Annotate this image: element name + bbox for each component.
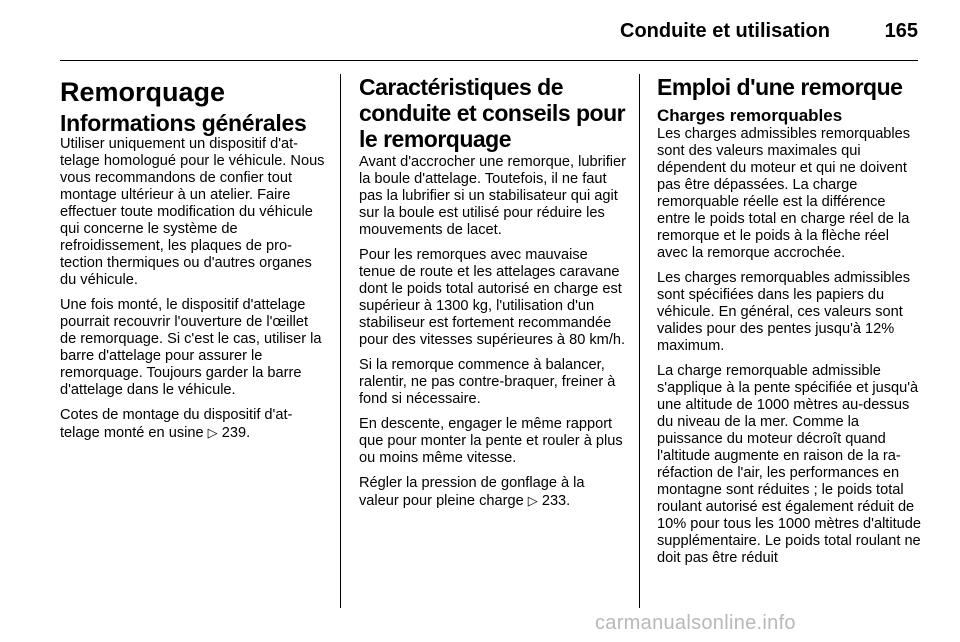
column-1	[60, 76, 326, 450]
page-reference-arrow-icon: ▷	[527, 493, 538, 508]
section-title: Emploi d'une remorque	[657, 74, 903, 100]
page-number: 165	[884, 20, 918, 42]
reference-page: 233.	[541, 493, 571, 509]
paragraph: Utiliser uniquement un dispositif d'attelage homologué pour le véhicule. Nous vous recommandons de confier tout montage ultérieur à un atelier. Faire effectuer toute modification du véhicule qui concerne le système de refroidissement, les plaques de protection thermiques ou d'autres organes du véhicule.	[60, 136, 325, 288]
paragraph: Les charges remorquables admissibles sont spécifiées dans les papiers du véhicule. En général, ces valeurs sont valides pour des pentes jusqu'à 12% maximum.	[657, 270, 911, 354]
column-3	[657, 74, 921, 575]
paragraph: Si la remorque commence à balancer, ralentir, ne pas contre-braquer, freiner à fond si nécessaire.	[359, 357, 616, 407]
column-2	[359, 74, 627, 518]
paragraph: Les charges admissibles remorquables sont des valeurs maximales qui dépendent du moteur et qui ne doivent pas être dépassées. La charge remorquable réelle est la différence entre le poids total en charge réel de la remorque et le poids à la flèche réel avec la remorque accrochée.	[657, 126, 911, 261]
reference-text: Régler la pression de gonflage à la valeur pour pleine charge	[359, 475, 585, 509]
chapter-title: Conduite et utilisation	[620, 20, 830, 42]
paragraph: Une fois monté, le dispositif d'attelage pourrait recouvrir l'ouverture de l'œillet de remorquage. Si c'est le cas, utiliser la barre d'attelage pour assurer le remorquage. Toujours garder la barre d'attelage dans le véhicule.	[60, 297, 322, 398]
section-title: Caractéristiques de conduite et conseils pour le remorquage	[359, 74, 626, 152]
paragraph: Avant d'accrocher une remorque, lubrifier la boule d'attelage. Toutefois, il ne faut pas la lubrifier si un stabilisateur qui agit sur la boule est utilisé pour réduire les mouvements de lacet.	[359, 154, 626, 238]
page-reference-paragraph	[60, 407, 326, 442]
header-divider	[60, 60, 918, 61]
paragraph: En descente, engager le même rapport que pour monter la pente et rouler à plus ou moins même vitesse.	[359, 416, 623, 466]
subsection-title: Informations générales	[60, 110, 307, 136]
paragraph: La charge remorquable admissible s'applique à la pente spécifiée et jusqu'à une altitude de 1000 mètres au-dessus du niveau de la mer. Comme la puissance du moteur décroît quand l'altitude augmente en raison de la raréfaction de l'air, les performances en montagne sont réduites ; le poids total roulant autorisé est également réduit de 10% pour tous les 1000 mètres d'altitude supplémentaire. Le poids total roulant ne doit pas être réduit	[657, 363, 922, 566]
paragraph: Pour les remorques avec mauvaise tenue de route et les attelages caravane dont le poids total autorisé en charge est supérieur à 1300 kg, l'utilisation d'un stabiliseur est fortement recommandée pour des vitesses supérieures à 80 km/h.	[359, 247, 626, 348]
page-header	[60, 12, 918, 52]
column-divider-1	[340, 74, 341, 608]
page-reference-arrow-icon: ▷	[207, 425, 218, 440]
column-divider-2	[639, 74, 640, 608]
section-title: Remorquage	[60, 77, 226, 107]
page-reference-paragraph	[359, 475, 627, 510]
subsection-title: Charges remorquables	[657, 106, 843, 125]
reference-text: Cotes de montage du dispositif d'attelage monté en usine	[60, 407, 293, 441]
reference-page: 239.	[221, 425, 251, 441]
watermark: carmanualsonline.info	[595, 612, 796, 634]
